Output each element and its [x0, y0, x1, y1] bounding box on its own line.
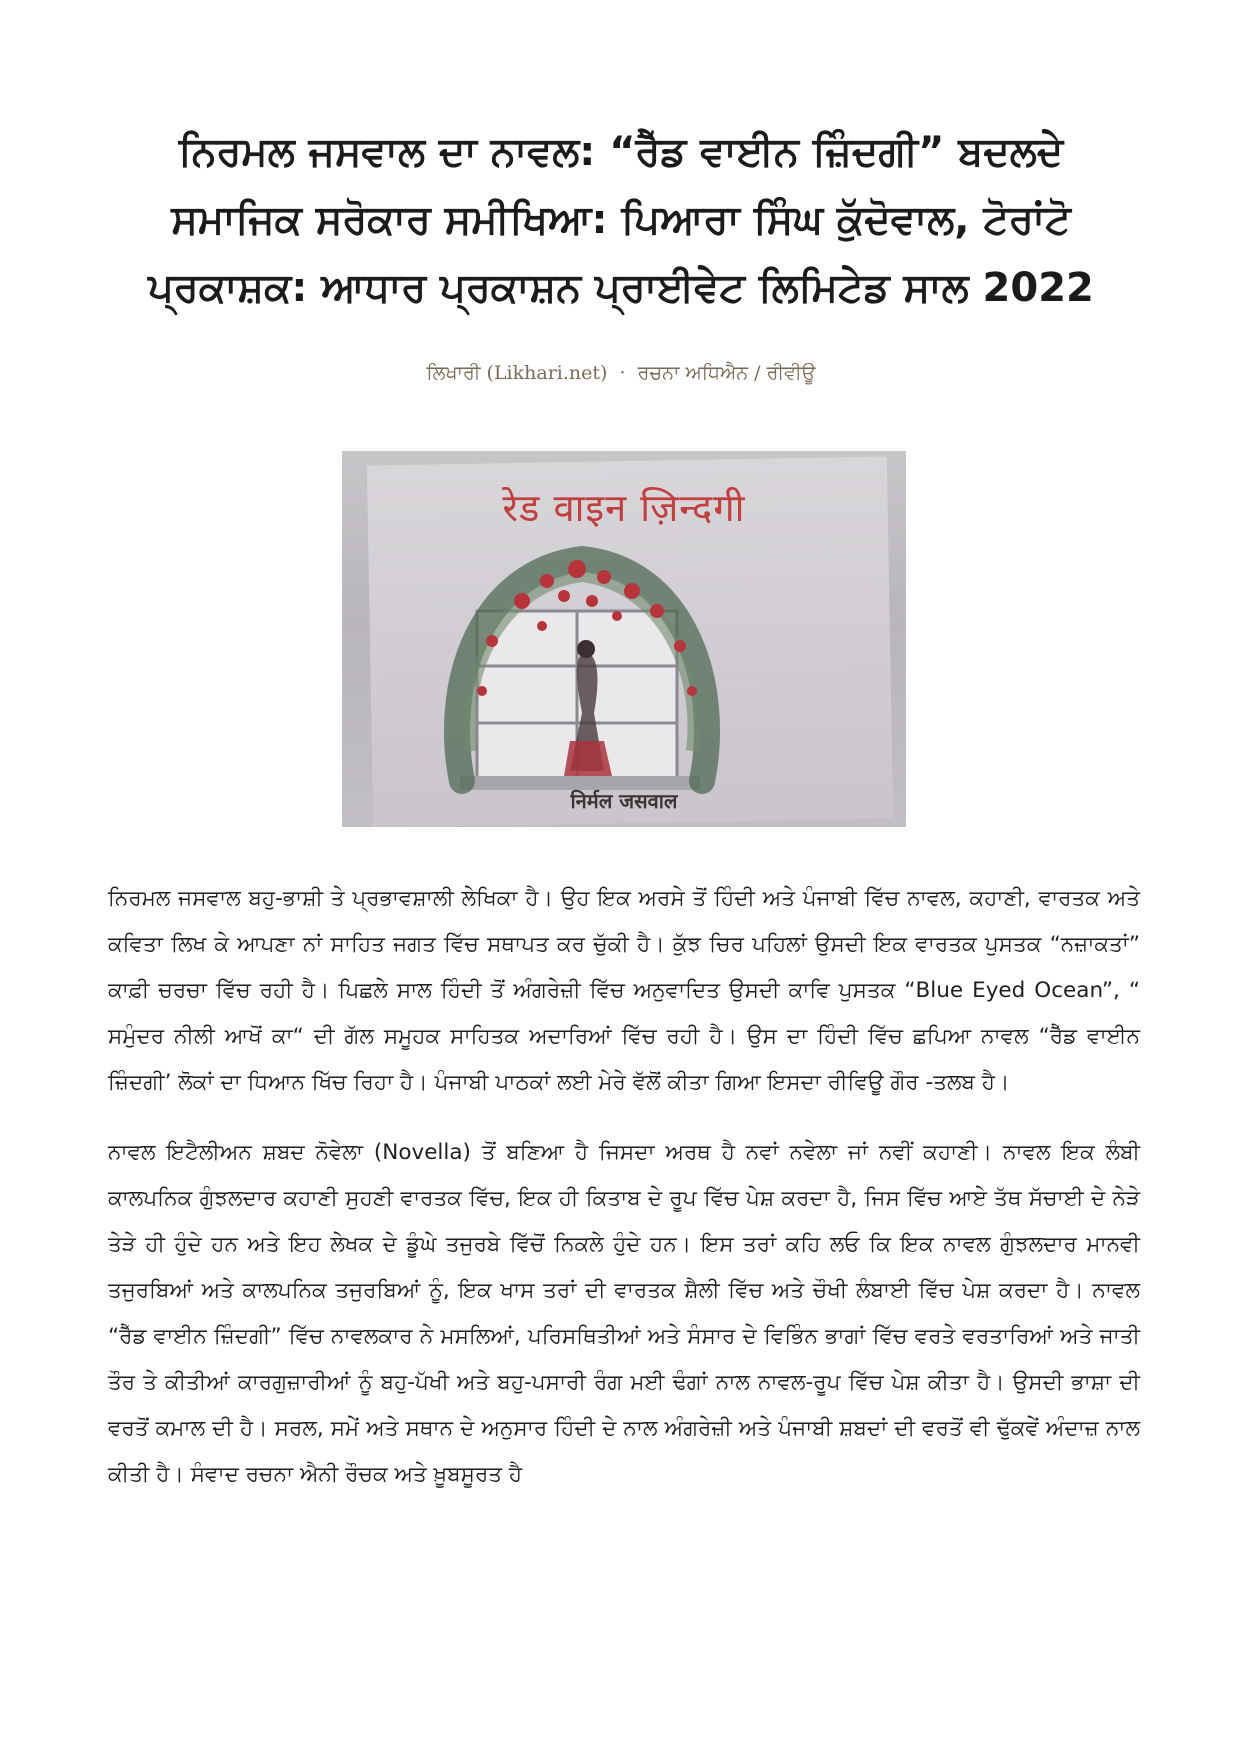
- article-title: ਨਿਰਮਲ ਜਸਵਾਲ ਦਾ ਨਾਵਲ: “ਰੈੱਡ ਵਾਈਨ ਜ਼ਿੰਦਗੀ” ਬਦਲਦੇ ਸਮਾਜਿਕ ਸਰੋਕਾਰ ਸਮੀਖਿਆ: ਪਿਆਰਾ ਸਿੰਘ ਕੁੱਦੋਵਾਲ, ਟੋਰਾਂਟੋ ਪ੍ਰਕਾਸ਼ਕ: ਆਧਾਰ ਪ੍ਰਕਾਸ਼ਨ ਪ੍ਰਾਈਵੇਟ ਲਿਮਿਟੇਡ ਸਾਲ 2022: [148, 129, 1094, 311]
- site-link[interactable]: ਲਿਖਾਰੀ (Likhari.net): [426, 362, 608, 384]
- meta-separator: ·: [619, 362, 626, 384]
- cover-title: रेड वाइन ज़िन्दगी: [502, 486, 746, 530]
- paragraph: ਨਿਰਮਲ ਜਸਵਾਲ ਬਹੁ-ਭਾਸ਼ੀ ਤੇ ਪ੍ਰਭਾਵਸ਼ਾਲੀ ਲੇਖਿਕਾ ਹੈ। ਉਹ ਇਕ ਅਰਸੇ ਤੋਂ ਹਿੰਦੀ ਅਤੇ ਪੰਜਾਬੀ ਵਿੱਚ ਨਾਵਲ, ਕਹਾਣੀ, ਵਾਰਤਕ ਅਤੇ ਕਵਿਤਾ ਲਿਖ ਕੇ ਆਪਣਾ ਨਾਂ ਸਾਹਿਤ ਜਗਤ ਵਿੱਚ ਸਥਾਪਤ ਕਰ ਚੁੱਕੀ ਹੈ। ਕੁੱਝ ਚਿਰ ਪਹਿਲਾਂ ਉਸਦੀ ਇਕ ਵਾਰਤਕ ਪੁਸਤਕ “ਨਜ਼ਾਕਤਾਂ” ਕਾਫ਼ੀ ਚਰਚਾ ਵਿੱਚ ਰਹੀ ਹੈ। ਪਿਛਲੇ ਸਾਲ ਹਿੰਦੀ ਤੋਂ ਅੰਗਰੇਜ਼ੀ ਵਿੱਚ ਅਨੁਵਾਦਿਤ ਉਸਦੀ ਕਾਵਿ ਪੁਸਤਕ “Blue Eyed Ocean”, “ ਸਮੁੰਦਰ ਨੀਲੀ ਆਖੋਂ ਕਾ“ ਦੀ ਗੱਲ ਸਮੂਹਕ ਸਾਹਿਤਕ ਅਦਾਰਿਆਂ ਵਿੱਚ ਰਹੀ ਹੈ। ਉਸ ਦਾ ਹਿੰਦੀ ਵਿੱਚ ਛਪਿਆ ਨਾਵਲ “ਰੈੱਡ ਵਾਈਨ ਜ਼ਿੰਦਗੀ’ ਲੋਕਾਂ ਦਾ ਧਿਆਨ ਖਿੱਚ ਰਿਹਾ ਹੈ। ਪੰਜਾਬੀ ਪਾਠਕਾਂ ਲਈ ਮੇਰੇ ਵੱਲੋਂ ਕੀਤਾ ਗਿਆ ਇਸਦਾ ਰੀਵਿਊ ਗੌਰ -ਤਲਬ ਹੈ।: [108, 886, 1140, 1095]
- book-cover-image: [342, 451, 906, 827]
- red-dress: [564, 741, 612, 776]
- category-link[interactable]: ਰਚਨਾ ਅਧਿਐਨ / ਰੀਵੀਊ: [637, 362, 816, 384]
- paragraph: ਨਾਵਲ ਇਟੈਲੀਅਨ ਸ਼ਬਦ ਨੋਵੇਲਾ (Novella) ਤੋਂ ਬਣਿਆ ਹੈ ਜਿਸਦਾ ਅਰਥ ਹੈ ਨਵਾਂ ਨਵੇਲਾ ਜਾਂ ਨਵੀਂ ਕਹਾਣੀ। ਨਾਵਲ ਇਕ ਲੰਬੀ ਕਾਲਪਨਿਕ ਗੁੰਝਲਦਾਰ ਕਹਾਣੀ ਸੁਹਣੀ ਵਾਰਤਕ ਵਿੱਚ, ਇਕ ਹੀ ਕਿਤਾਬ ਦੇ ਰੂਪ ਵਿੱਚ ਪੇਸ਼ ਕਰਦਾ ਹੈ, ਜਿਸ ਵਿੱਚ ਆਏ ਤੱਥ ਸੱਚਾਈ ਦੇ ਨੇੜੇ ਤੇੜੇ ਹੀ ਹੁੰਦੇ ਹਨ ਅਤੇ ਇਹ ਲੇਖਕ ਦੇ ਡੂੰਘੇ ਤਜੁਰਬੇ ਵਿੱਚੋਂ ਨਿਕਲੇ ਹੁੰਦੇ ਹਨ। ਇਸ ਤਰਾਂ ਕਹਿ ਲਓ ਕਿ ਇਕ ਨਾਵਲ ਗੁੰਝਲਦਾਰ ਮਾਨਵੀ ਤਜੁਰਬਿਆਂ ਅਤੇ ਕਾਲਪਨਿਕ ਤਜੁਰਬਿਆਂ ਨੂੰ, ਇਕ ਖਾਸ ਤਰਾਂ ਦੀ ਵਾਰਤਕ ਸ਼ੈਲੀ ਵਿੱਚ ਅਤੇ ਚੌਖੀ ਲੰਬਾਈ ਵਿੱਚ ਪੇਸ਼ ਕਰਦਾ ਹੈ। ਨਾਵਲ “ਰੈੱਡ ਵਾਈਨ ਜ਼ਿੰਦਗੀ” ਵਿੱਚ ਨਾਵਲਕਾਰ ਨੇ ਮਸਲਿਆਂ, ਪਰਿਸਥਿਤੀਆਂ ਅਤੇ ਸੰਸਾਰ ਦੇ ਵਿਭਿੰਨ ਭਾਗਾਂ ਵਿੱਚ ਵਰਤੇ ਵਰਤਾਰਿਆਂ ਅਤੇ ਜਾਤੀ ਤੌਰ ਤੇ ਕੀਤੀਆਂ ਕਾਰਗੁਜ਼ਾਰੀਆਂ ਨੂੰ ਬਹੁ-ਪੱਖੀ ਅਤੇ ਬਹੁ-ਪਸਾਰੀ ਰੰਗ ਮਈ ਢੰਗਾਂ ਨਾਲ ਨਾਵਲ-ਰੂਪ ਵਿੱਚ ਪੇਸ਼ ਕੀਤਾ ਹੈ। ਉਸਦੀ ਭਾਸ਼ਾ ਦੀ ਵਰਤੋਂ ਕਮਾਲ ਦੀ ਹੈ। ਸਰਲ, ਸਮੇਂ ਅਤੇ ਸਥਾਨ ਦੇ ਅਨੁਸਾਰ ਹਿੰਦੀ ਦੇ ਨਾਲ ਅੰਗਰੇਜ਼ੀ ਅਤੇ ਪੰਜਾਬੀ ਸ਼ਬਦਾਂ ਦੀ ਵਰਤੋਂ ਵੀ ਢੁੱਕਵੇਂ ਅੰਦਾਜ਼ ਨਾਲ ਕੀਤੀ ਹੈ। ਸੰਵਾਦ ਰਚਨਾ ਐਨੀ ਰੌਚਕ ਅਤੇ ਖ਼ੂਬਸੂਰਤ ਹੈ: [108, 1140, 1140, 1487]
- article-meta: [110, 362, 1132, 384]
- figure-head: [577, 640, 595, 658]
- article-body: [108, 876, 1140, 1522]
- cover-author: निर्मल जसवाल: [570, 789, 678, 813]
